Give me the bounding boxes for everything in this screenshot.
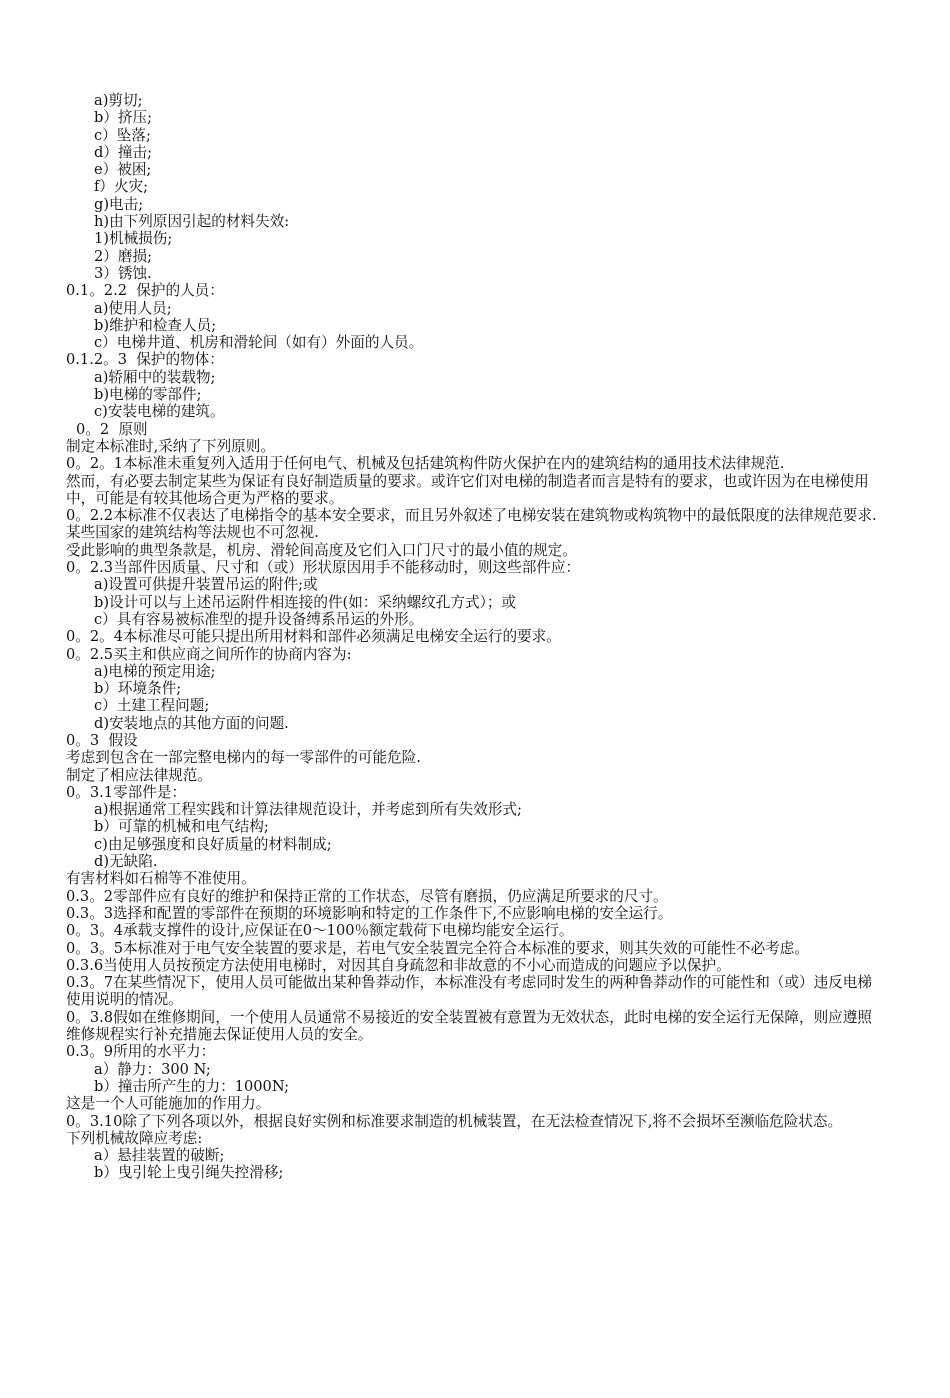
text-line: 1)机械损伤; xyxy=(94,230,173,248)
text-line: a)使用人员; xyxy=(94,299,172,317)
text-line: a）静力：300 N; xyxy=(94,1060,211,1078)
text-line: c)安装电梯的建筑。 xyxy=(94,403,225,421)
text-line: 0.3。2零部件应有良好的维护和保持正常的工作状态，尽管有磨损，仍应满足所要求的尺寸。 xyxy=(66,887,668,905)
text-line: 0。2。1本标准未重复列入适用于任何电气、机械及包括建筑构件防火保护在内的建筑结构的通用技术法律规范. xyxy=(66,455,785,473)
text-line: 制定了相应法律规范。 xyxy=(66,766,212,784)
text-line: 制定本标准时,采纳了下列原则。 xyxy=(66,437,275,455)
text-line: 0。2.3当部件因质量、尺寸和（或）形状原因用手不能移动时，则这些部件应： xyxy=(66,559,581,577)
text-line: c）电梯井道、机房和滑轮间（如有）外面的人员。 xyxy=(94,334,424,352)
text-line: 0。3.8假如在维修期间，一个使用人员通常不易接近的安全装置被有意置为无效状态，此时电梯的安全运行无保障，则应遵照维修规程实行补充措施去保证使用人员的安全。 xyxy=(66,1008,872,1044)
text-line: 0。2.5买主和供应商之间所作的协商内容为: xyxy=(66,645,352,663)
text-line: b）曳引轮上曳引绳失控滑移; xyxy=(94,1164,284,1182)
text-line: 0.3。7在某些情况下，使用人员可能做出某种鲁莽动作，本标准没有考虑同时发生的两种鲁莽动作的可能性和（或）违反电梯使用说明的情况。 xyxy=(66,974,872,1009)
text-line: b)维护和检查人员; xyxy=(94,316,217,334)
text-line: 0。2。4本标准尽可能只提出所用材料和部件必须满足电梯安全运行的要求。 xyxy=(66,628,561,646)
text-line: d）撞击; xyxy=(94,143,153,161)
text-line: 0。3。5本标准对于电气安全装置的要求是，若电气安全装置完全符合本标准的要求，则其失效的可能性不必考虑。 xyxy=(66,939,809,957)
text-line: 0。3 假设 xyxy=(66,731,138,749)
text-line: 0。3.10除了下列各项以外，根据良好实例和标准要求制造的机械装置，在无法检查情况下,将不会损坏至濒临危险状态。 xyxy=(66,1112,843,1130)
text-line: 2）磨损; xyxy=(94,247,152,265)
text-line: 受此影响的典型条款是，机房、滑轮间高度及它们入口门尺寸的最小值的规定。 xyxy=(66,541,577,559)
text-line: 0.1。2.2 保护的人员： xyxy=(66,282,224,300)
text-line: g)电击; xyxy=(94,195,144,213)
text-line: 0。2 原则 xyxy=(76,420,148,438)
text-line: 0.3。9所用的水平力： xyxy=(66,1043,216,1061)
text-line: c）土建工程问题; xyxy=(94,697,210,715)
text-line: 0.3.6当使用人员按预定方法使用电梯时，对因其自身疏忽和非故意的不小心而造成的问题应予以保护。 xyxy=(66,956,731,974)
text-line: 这是一个人可能施加的作用力。 xyxy=(66,1095,271,1113)
text-line: 0。3。4承载支撑件的设计,应保证在0～100％额定载荷下电梯均能安全运行。 xyxy=(66,922,574,940)
text-line: a)设置可供提升装置吊运的附件;或 xyxy=(94,576,318,594)
text-line: a)轿厢中的装载物; xyxy=(94,368,216,386)
text-line: 3）锈蚀. xyxy=(94,264,152,282)
text-line: d)安装地点的其他方面的问题. xyxy=(94,714,289,732)
text-line: c）坠落; xyxy=(94,126,151,144)
text-line: b）环境条件; xyxy=(94,680,182,698)
text-line: 0.3。3选择和配置的零部件在预期的环境影响和特定的工作条件下,不应影响电梯的安全运行。 xyxy=(66,904,673,922)
text-line: b)电梯的零部件; xyxy=(94,386,202,404)
text-line: h)由下列原因引起的材料失效: xyxy=(94,213,290,231)
text-line: b）挤压; xyxy=(94,109,153,127)
text-line: 考虑到包含在一部完整电梯内的每一零部件的可能危险. xyxy=(66,749,421,767)
text-line: b)设计可以与上述吊运附件相连接的件(如：采纳螺纹孔方式）；或 xyxy=(94,593,517,611)
text-line: b）可靠的机械和电气结构; xyxy=(94,818,269,836)
text-line: c)由足够强度和良好质量的材料制成; xyxy=(94,835,332,853)
text-line: e）被困; xyxy=(94,161,152,179)
text-line: 0。3.1零部件是： xyxy=(66,783,187,801)
text-line: a）悬挂装置的破断; xyxy=(94,1147,225,1165)
text-line: d)无缺陷. xyxy=(94,853,158,871)
text-line: f）火灾; xyxy=(94,178,149,196)
text-line: 有害材料如石棉等不准使用。 xyxy=(66,870,256,888)
text-line: c）具有容易被标准型的提升设备缚系吊运的外形。 xyxy=(94,610,424,628)
text-line: 下列机械故障应考虑: xyxy=(66,1129,203,1147)
text-line: 0.1.2。3 保护的物体： xyxy=(66,351,224,369)
text-line: 0。2.2本标准不仅表达了电梯指令的基本安全要求，而且另外叙述了电梯安装在建筑物或构筑物中的最低限度的法律规范要求.某些国家的建筑结构等法规也不可忽视. xyxy=(66,507,877,542)
text-line: 然而，有必要去制定某些为保证有良好制造质量的要求。或许它们对电梯的制造者而言是特有的要求，也或许因为在电梯使用中，可能是有较其他场合更为严格的要求。 xyxy=(66,472,869,507)
text-line: a)剪切; xyxy=(94,92,143,109)
text-line: a)电梯的预定用途; xyxy=(94,662,216,680)
text-line: a)根据通常工程实践和计算法律规范设计，并考虑到所有失效形式; xyxy=(94,801,522,819)
document-body xyxy=(66,92,886,1182)
text-line: b）撞击所产生的力：1000N; xyxy=(94,1077,289,1095)
